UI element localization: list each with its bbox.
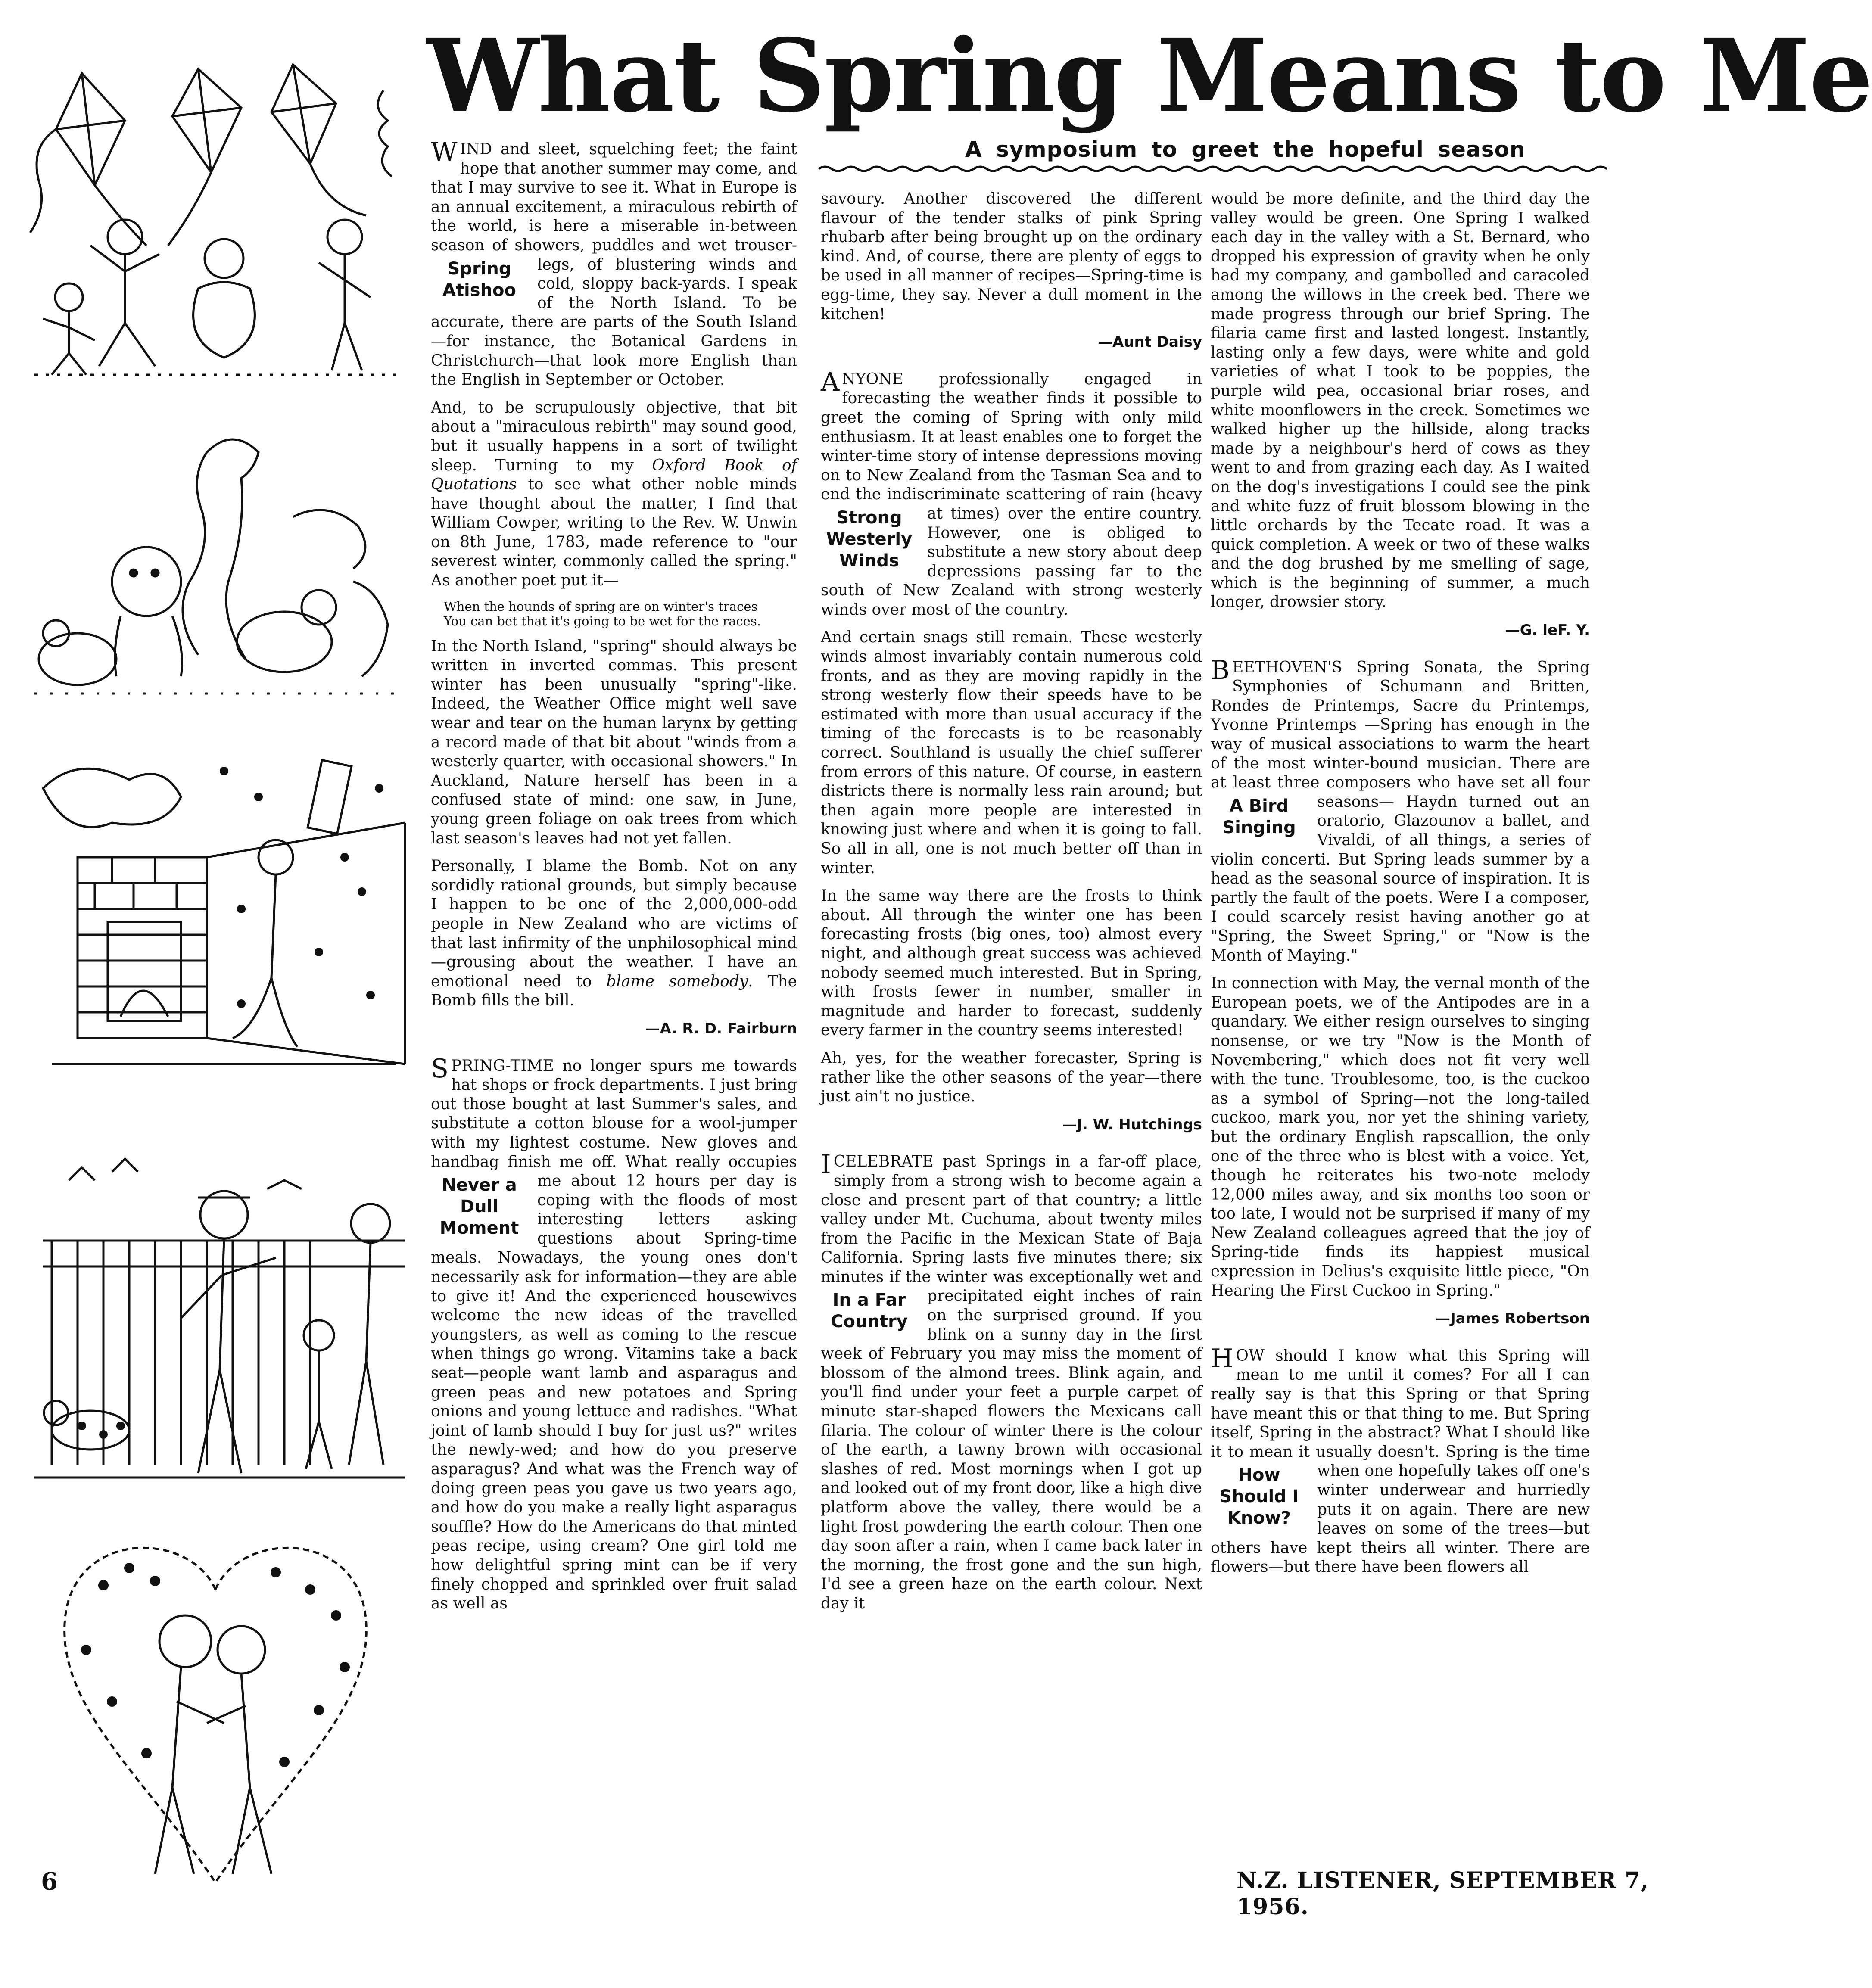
dropcap: H — [1211, 1343, 1233, 1374]
dropcap: S — [431, 1053, 449, 1084]
side-heading: How Should I Know? — [1219, 1465, 1299, 1528]
headline: What Spring Means to Me — [427, 17, 1872, 134]
fairburn-p2: And, to be scrupulously objective, that bit about a "miraculous rebirth" may sound good, but it usually happens in a sort of twilight sleep. Turning to my Oxford Book of Quotations to see what other noble minds have thought about the matter, I find that William Cowper, writing to the Rev. W. Unwin on 8th June, 1783, made reference to "our severest winter, commonly called the spring." As another poet put it— — [431, 398, 797, 590]
fairburn-p1: WIND and sleet, squelching feet; the faint hope that another summer may come, and that I may survive to see it. What in Europe is an annual excitement, a miraculous rebirth of the world, is here a miserable in-between season of showers, puddles and wet Spring Atishoo trouser-legs, of blustering winds and cold, sloppy back-yards. I speak of the North Island. To be accurate, there are parts of the South Island —for instance, the Botanical Gardens in Christchurch—that look more English than the English in September or October. — [431, 137, 797, 389]
byline: —Aunt Daisy — [1097, 333, 1202, 351]
dropcap: I — [821, 1149, 831, 1180]
column-1 — [431, 137, 797, 1622]
side-heading: Never a Dull Moment — [439, 1175, 519, 1238]
side-heading: Spring Atishoo — [442, 258, 517, 300]
lefy-p2: would be more definite, and the third day the valley would be green. One Spring I walked each day in the valley with a St. Bernard, who dropped his expression of gravity when he only had my company, and gambolled and caracoled among the willows in the creek bed. There we made progress through our brief Spring. The filaria came first and lasted longest. Instantly, lasting only a few days, were white and gold varieties of what I took to be poppies, the purple wild pea, occasional briar roses, and white moonflowers in the creek. Sometimes we walked higher up the hillside, along tracks made by a neighbour's herd of cows as they went to and from grazing each day. As I waited on the dog's investigations I could see the pink and white fuzz of fruit blossom blowing in the little orchards by the Tecate road. It was a quick completion. A week or two of these walks and the dog brushed by me smelling of sage, which is the beginning of summer, a much longer, drowsier story. — [1211, 190, 1590, 611]
kites-illustration — [17, 56, 414, 383]
robertson-p2: In connection with May, the vernal month of the European poets, we of the Antipodes are in a quandary. We either resign ourselves to singing nonsense, or we try "Now is the Month of Novembering," which does not fit very well with the tune. Troublesome, too, is the cuckoo as a symbol of Spring—not the long-tailed cuckoo, mark you, nor yet the shining variety, but the ordinary English rapscallion, the only one of the three who is blest with a voice. Yet, though he reiterates his two-note melody 12,000 miles away, and six months too soon or too late, I would not be surprised if many of my New Zealand colleagues agreed that the joy of Spring-tide finds its happiest musical expression in Delius's exquisite little piece, "On Hearing the First Cuckoo in Spring." — [1211, 974, 1590, 1300]
side-heading: In a Far Country — [831, 1290, 908, 1332]
hutchings-p3: In the same way there are the frosts to think about. All through the winter one has been forecasting frosts (big ones, too) almost every night, and although great success was achieved nobody seemed much interested. But in Spring, with frosts fewer in number, smaller in magnitude and harder to forecast, suddenly every farmer in the country seems interested! — [821, 887, 1202, 1039]
dropcap: B — [1211, 655, 1230, 685]
page-number: 6 — [41, 1867, 58, 1896]
lefy-p1: ICELEBRATE past Springs in a far-off place, simply from a strong wish to become again a close and present part of that country; a little valley under Mt. Cuchuma, about twenty miles from the Pacific in the Mexican State of Baja California. Spring lasts five minutes there; six minutes if the winter was exceptionally wet In a Far Country and precipitated eight inches of rain on the surprised ground. If you blink on a sunny day in the first week of February you may miss the moment of blossom of the almond trees. Blink again, and you'll find under your feet a purple carpet of minute star-shaped flowers the Mexicans call filaria. The colour of winter there is the colour of the earth, a tawny brown with occasional slashes of red. Most mornings when I got up and looked out of my front door, like a high dive platform above the valley, there would be a light frost powdering the earth colour. Then one day soon after a rain, when I came back later in the morning, the frost gone and the sun high, I'd see a green haze on the earth colour. Next day it — [821, 1149, 1202, 1612]
fence-people-illustration — [17, 1129, 414, 1490]
animals-illustration — [17, 418, 414, 702]
byline: —J. W. Hutchings — [1062, 1116, 1202, 1133]
byline: —A. R. D. Fairburn — [645, 1020, 797, 1037]
dropcap: W — [431, 137, 458, 167]
column-2 — [821, 190, 1202, 1622]
footer-masthead: N.Z. LISTENER, SEPTEMBER 7, 1956. — [1237, 1867, 1649, 1920]
fairburn-p4: Personally, I blame the Bomb. Not on any sordidly rational grounds, but simply because I happen to be one of the 2,000,000-odd people in New Zealand who are victims of that last infirmity of the unphilosophical mind—grousing about the weather. I have an emotional need to blame somebody. The Bomb fills the bill. — [431, 857, 797, 1010]
hutchings-p1: ANYONE professionally engaged in forecasting the weather finds it possible to greet the coming of Spring with only mild enthusiasm. It at least enables one to forget the winter-time story of intense depressions moving on to New Zealand from the Tasman Sea and to end the indiscriminate scattering of rain Strong Westerly Winds (heavy at times) over the entire country. However, one is obliged to substitute a new story about deep depressions passing far to the south of New Zealand with strong westerly winds over most of the country. — [821, 367, 1202, 619]
side-heading: A Bird Singing — [1222, 796, 1296, 837]
subtitle: A symposium to greet the hopeful season — [965, 137, 1526, 162]
illustration-column — [17, 39, 414, 1891]
aunt-daisy-p1: SPRING-TIME no longer spurs me towards hat shops or frock departments. I just bring out those bought at last Summer's sales, and substitute a cotton blouse for a wool-jumper with my lightest costume. New gloves and handbag finish me off. What really occupies me about 12 hours per day is Never a Dull Moment coping with the floods of most interesting letters asking questions about Spring-time meals. Nowadays, the young ones don't necessarily ask for information—they are able to give it! And the experienced housewives welcome the new ideas of the travelled youngsters, as well as coming to the rescue when things go wrong. Vitamins take a back seat—people want lamb and asparagus and green peas and new potatoes and Spring onions and young lettuce and radishes. "What joint of lamb should I buy for just us?" writes the newly-wed; and how do you preserve asparagus? And what was the French way of doing green peas you gave us two years ago, and how do you make a really light asparagus souffle? How do the Americans do that minted peas recipe, using cream? One girl told me how delightful spring mint can be if very finely chopped and sprinkled over fruit salad as well as — [431, 1053, 797, 1613]
verse: When the hounds of spring are on winter's traces You can bet that it's going to be wet for the races. — [444, 599, 761, 628]
fireplace-illustration — [17, 737, 414, 1090]
side-heading: Strong Westerly Winds — [826, 507, 913, 571]
byline: —James Robertson — [1436, 1310, 1590, 1328]
robertson-p1: BEETHOVEN'S Spring Sonata, the Spring Symphonies of Schumann and Britten, Rondes de Printemps, Sacre du Printemps, Yvonne Printemps —Spring has enough in the way of musical associations to warm the heart of the most winter-bound musician. There are at least three composers who have set all four seasons— A Bird Singing Haydn turned out an oratorio, Glazounov a ballet, and Vivaldi, of all things, a series of violin concerti. But Spring leads summer by a head as the seasonal source of inspiration. It is partly the fault of the poets. Were I a composer, I could scarcely resist having another go at "Spring, the Sweet Spring," or "Now is the Month of Maying." — [1211, 655, 1590, 964]
byline: —G. leF. Y. — [1505, 622, 1590, 639]
heart-couple-illustration — [17, 1521, 414, 1891]
last-p1: HOW should I know what this Spring will mean to me until it comes? For all I can really say is that this Spring or that Spring have meant this or that thing to me. But Spring itself, Spring in the abstract? What I should like it to mean it usually doesn't. Spring is the time when one hopefully How Should I Know? takes off one's winter underwear and hurriedly puts it on again. There are new leaves on some of the trees—but others have kept theirs all winter. There are flowers—but there have been flowers all — [1211, 1343, 1590, 1576]
hutchings-p4: Ah, yes, for the weather forecaster, Spring is rather like the other seasons of the year—there just ain't no justice. — [821, 1049, 1202, 1106]
dropcap: A — [821, 367, 840, 397]
hutchings-p2: And certain snags still remain. These westerly winds almost invariably contain numerous cold fronts, and as they are moving rapidly in the strong westerly flow their speeds have to be estimated with more than usual accuracy if the timing of the forecasts is to be reasonably correct. Southland is usually the chief sufferer from errors of this nature. Of course, in eastern districts there is normally less rain around; but then again more people are interested in knowing just where and when it is going to fall. So all in all, one is not much better off than in winter. — [821, 628, 1202, 877]
column-3 — [1211, 190, 1590, 1586]
wavy-rule — [819, 165, 1594, 173]
fairburn-p3: In the North Island, "spring" should always be written in inverted commas. This present winter has been unusually "spring"-like. Indeed, the Weather Office might well save wear and tear on the human larynx by getting a record made of that bit about "winds from a westerly quarter, with occasional showers." In Auckland, Nature herself has been in a confused state of mind: one saw, in June, young green foliage on oak trees from which last season's leaves had not yet fallen. — [431, 637, 797, 847]
aunt-daisy-p2: savoury. Another discovered the different flavour of the tender stalks of pink Spring rhubarb after being brought up on the ordinary kind. And, of course, there are plenty of eggs to be used in all manner of recipes—Spring-time is egg-time, they say. Never a dull moment in the kitchen! — [821, 190, 1202, 323]
